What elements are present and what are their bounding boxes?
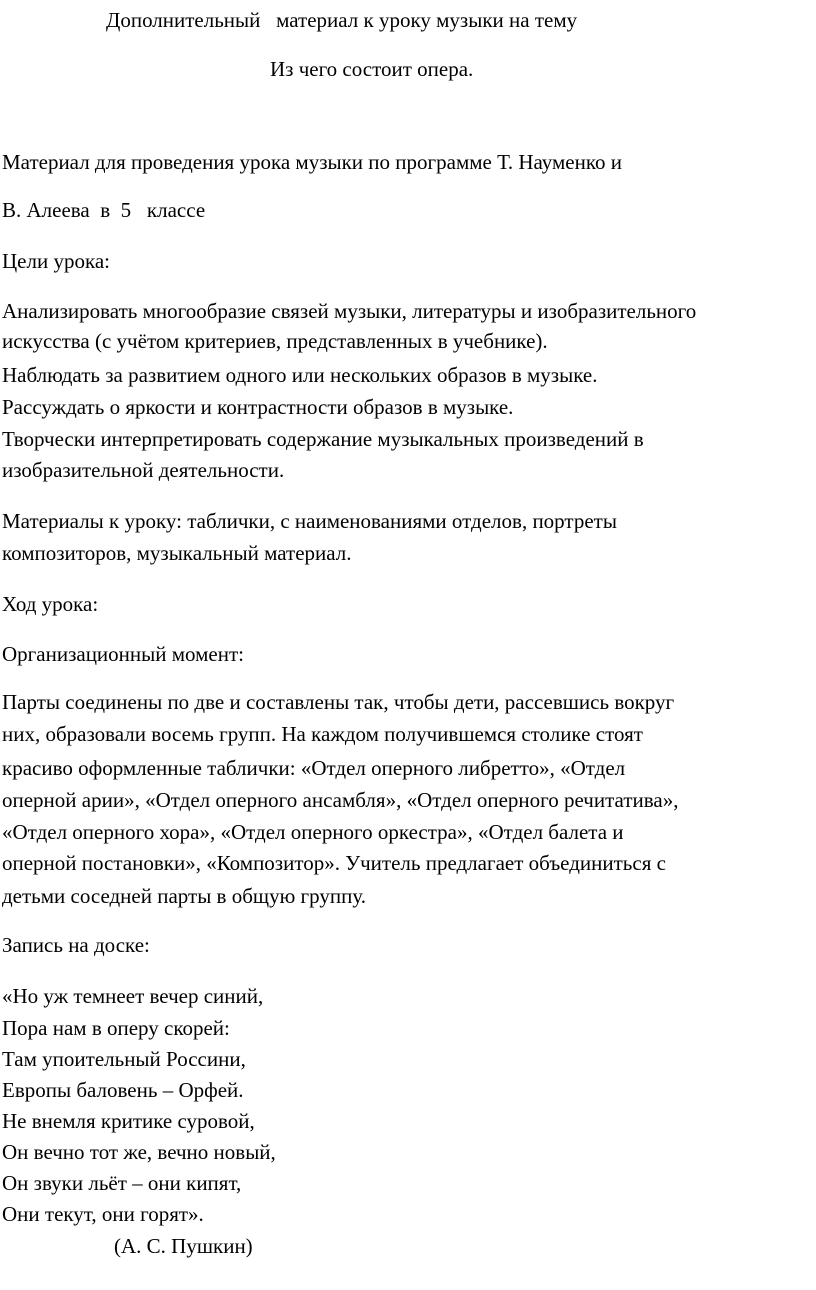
poem-line: Европы баловень – Орфей. — [2, 1078, 244, 1102]
poem-line: Там упоительный Россини, — [2, 1047, 246, 1071]
org-line: детьми соседней парты в общую группу. — [2, 884, 366, 908]
poem-line: «Но уж темнеет вечер синий, — [2, 984, 264, 1008]
poem-author: (А. С. Пушкин) — [114, 1234, 253, 1258]
poem-line: Они текут, они горят». — [2, 1202, 204, 1226]
org-line: оперной арии», «Отдел оперного ансамбля», «Отдел оперного речитатива», — [2, 788, 679, 812]
org-line: Парты соединены по две и составлены так, чтобы дети, рассевшись вокруг — [2, 690, 675, 714]
goal-line: Рассуждать о яркости и контрастности образов в музыке. — [2, 395, 514, 419]
materials-line: Материалы к уроку: таблички, с наименованиями отделов, портреты — [2, 509, 617, 533]
org-line: «Отдел оперного хора», «Отдел оперного оркестра», «Отдел балета и — [2, 820, 624, 844]
intro-line-2: В. Алеева в 5 классе — [2, 198, 206, 222]
org-heading: Организационный момент: — [2, 642, 244, 666]
poem-line: Пора нам в оперу скорей: — [2, 1016, 230, 1040]
intro-line-1: Материал для проведения урока музыки по программе Т. Науменко и — [2, 150, 622, 174]
goal-line: Творчески интерпретировать содержание музыкальных произведений в — [2, 427, 644, 451]
goal-line: Наблюдать за развитием одного или нескольких образов в музыке. — [2, 363, 598, 387]
lesson-heading: Ход урока: — [2, 592, 99, 616]
org-line: них, образовали восемь групп. На каждом получившемся столике стоят — [2, 722, 643, 746]
goals-heading: Цели урока: — [2, 249, 110, 273]
org-line: оперной постановки», «Композитор». Учитель предлагает объединиться с — [2, 851, 666, 875]
title-line-2: Из чего состоит опера. — [270, 57, 474, 81]
materials-line: композиторов, музыкальный материал. — [2, 541, 352, 565]
title-line-1: Дополнительный материал к уроку музыки на тему — [106, 8, 578, 32]
goal-line: изобразительной деятельности. — [2, 458, 285, 482]
poem-line: Не внемля критике суровой, — [2, 1109, 255, 1133]
goal-line: Анализировать многообразие связей музыки, литературы и изобразительного — [2, 299, 697, 323]
goal-line: искусства (с учётом критериев, представленных в учебнике). — [2, 329, 548, 353]
board-heading: Запись на доске: — [2, 933, 150, 957]
poem-line: Он звуки льёт – они кипят, — [2, 1171, 242, 1195]
poem-line: Он вечно тот же, вечно новый, — [2, 1140, 276, 1164]
org-line: красиво оформленные таблички: «Отдел оперного либретто», «Отдел — [2, 756, 626, 780]
